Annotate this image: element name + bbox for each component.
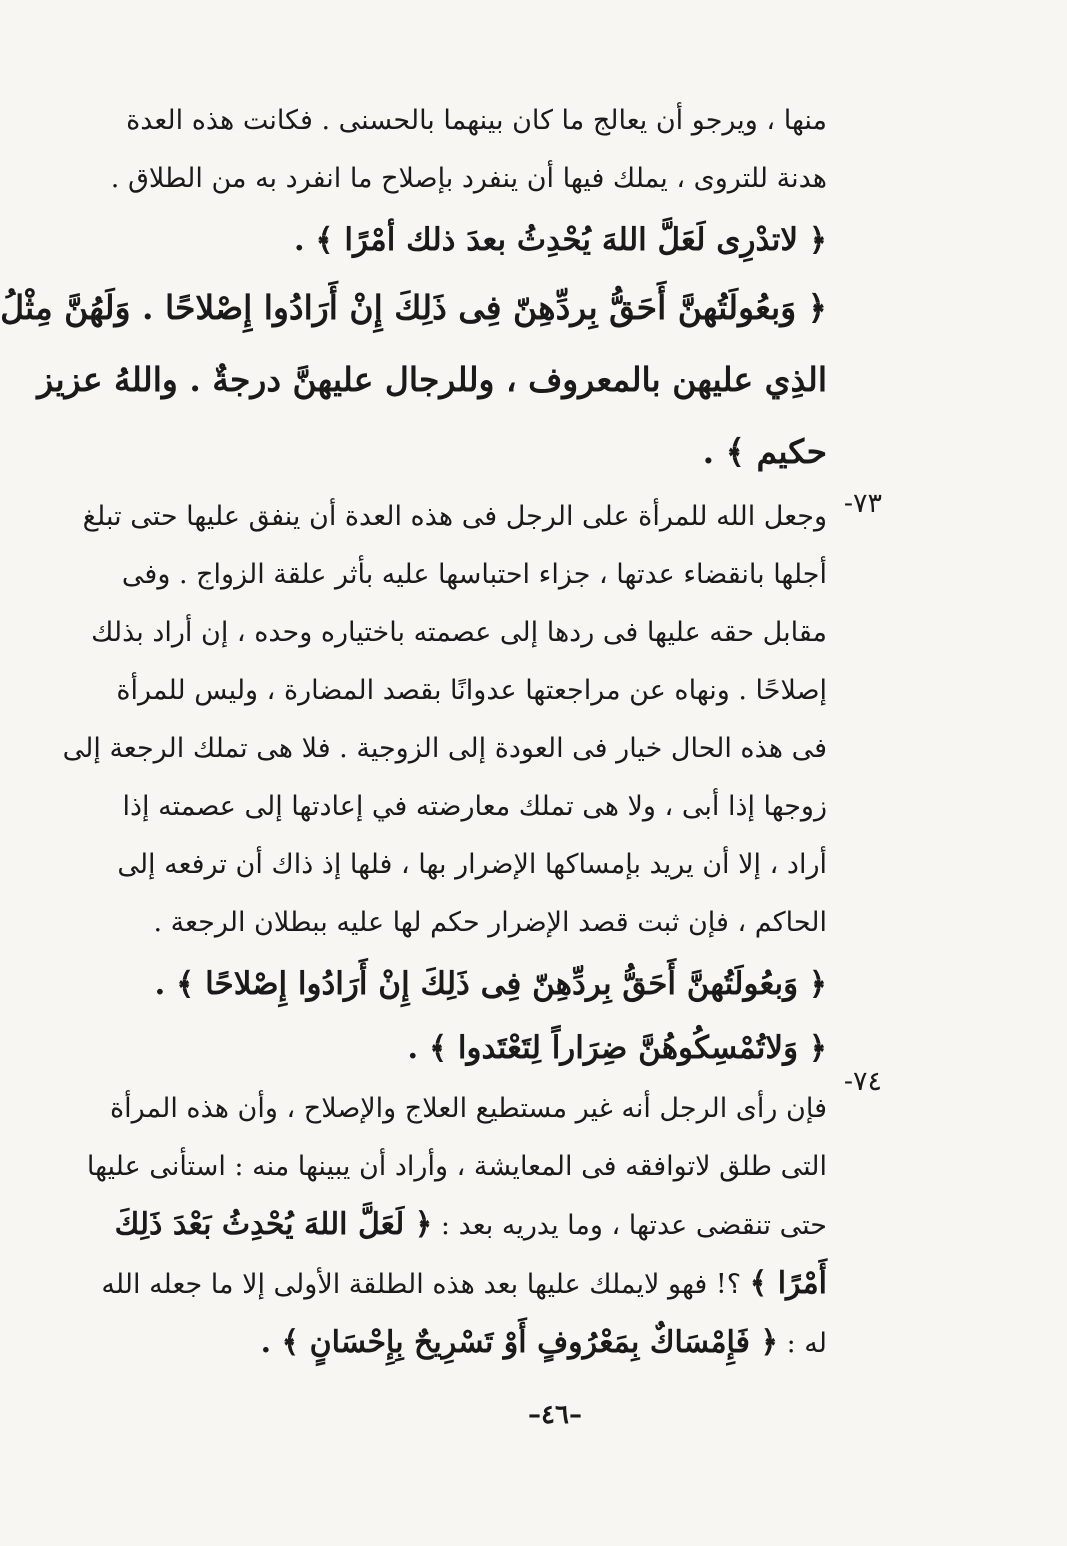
page-number: –٤٦– — [528, 1400, 582, 1430]
text-line: هدنة للتروى ، يملك فيها أن ينفرد بإصلاح ما انفرد به من الطلاق . — [110, 163, 827, 194]
text-span: ؟! فهو لايملك عليها بعد هذه الطلقة الأولى إلا ما جعله الله — [101, 1269, 750, 1300]
text-line: التى طلق لاتوافقه فى المعايشة ، وأراد أن يبينها منه : استأنى عليها — [86, 1151, 827, 1182]
quran-verse: أَمْرًا ﴾ — [749, 1266, 827, 1301]
paragraph-74 — [83, 1080, 827, 1373]
paragraph-number: ٧٤- — [843, 1066, 882, 1097]
text-line: فى هذه الحال خيار فى العودة إلى الزوجية . فلا هى تملك الرجعة إلى — [62, 733, 827, 764]
page-body — [0, 92, 827, 1373]
paragraph-73 — [62, 488, 827, 1080]
text-line: مقابل حقه عليها فى ردها إلى عصمته باختياره وحده ، إن أراد بذلك — [91, 617, 827, 648]
quran-verse: حكيم ﴾ . — [702, 432, 827, 471]
text-line: منها ، ويرجو أن يعالج ما كان بينهما بالحسنى . فكانت هذه العدة — [126, 105, 827, 136]
text-line — [83, 1255, 827, 1314]
paragraph-number: ٧٣- — [843, 488, 882, 519]
text-line: زوجها إذا أبى ، ولا هى تملك معارضته في إعادتها إلى عصمته إذا — [122, 791, 827, 822]
quran-verse: الذِي عليهن بالمعروف ، وللرجال عليهنَّ درجةٌ . واللهُ عزيز — [37, 360, 827, 399]
text-span: حتى تنقضى عدتها ، وما يدريه بعد : — [432, 1210, 827, 1241]
text-line: إصلاحًا . ونهاه عن مراجعتها عدوانًا بقصد المضارة ، وليس للمرأة — [116, 675, 827, 706]
text-span: له : — [778, 1328, 827, 1359]
quran-verse: ﴿ لَعَلَّ اللهَ يُحْدِثُ بَعْدَ ذَلِكَ — [114, 1207, 433, 1242]
text-line: أجلها بانقضاء عدتها ، جزاء احتباسها عليه بأثر علقة الزواج . وفى — [121, 559, 827, 590]
quran-verse: ﴿ وَلاتُمْسِكُوهُنَّ ضِرَاراً لِتَعْتَدوا ﴾ . — [407, 1030, 827, 1066]
text-line — [83, 1196, 827, 1255]
text-line: وجعل الله للمرأة على الرجل فى هذه العدة أن ينفق عليها حتى تبلغ — [82, 501, 827, 532]
text-line: الحاكم ، فإن ثبت قصد الإضرار حكم لها عليه ببطلان الرجعة . — [153, 907, 827, 938]
quran-verse: ﴿ وَبعُولَتُهنَّ أَحَقُّ بِردِّهِنّ فِى ذَلِكَ إِنْ أَرَادُوا إِصْلاحًا ﴾ . — [154, 966, 827, 1002]
text-line — [83, 1314, 827, 1373]
quran-verse: ﴿ فَإِمْسَاكٌ بِمَعْرُوفٍ أَوْ تَسْرِيحٌ بِإِحْسَانٍ ﴾ . — [260, 1325, 779, 1360]
text-line: أراد ، إلا أن يريد بإمساكها الإضرار بها ، فلها إذ ذاك أن ترفعه إلى — [117, 849, 827, 880]
text-line: فإن رأى الرجل أنه غير مستطيع العلاج والإصلاح ، وأن هذه المرأة — [109, 1093, 827, 1124]
quran-verse: ﴿ وَبعُولَتُهنَّ أَحَقُّ بِردِّهِنّ فِى ذَلِكَ إِنْ أَرَادُوا إِصْلاحًا . وَلَهُنَّ مِثْلُ — [0, 288, 827, 327]
quran-verse: ﴿ لاتدْرِى لَعَلَّ اللهَ يُحْدِثُ بعدَ ذلك أمْرًا ﴾ . — [293, 222, 827, 258]
